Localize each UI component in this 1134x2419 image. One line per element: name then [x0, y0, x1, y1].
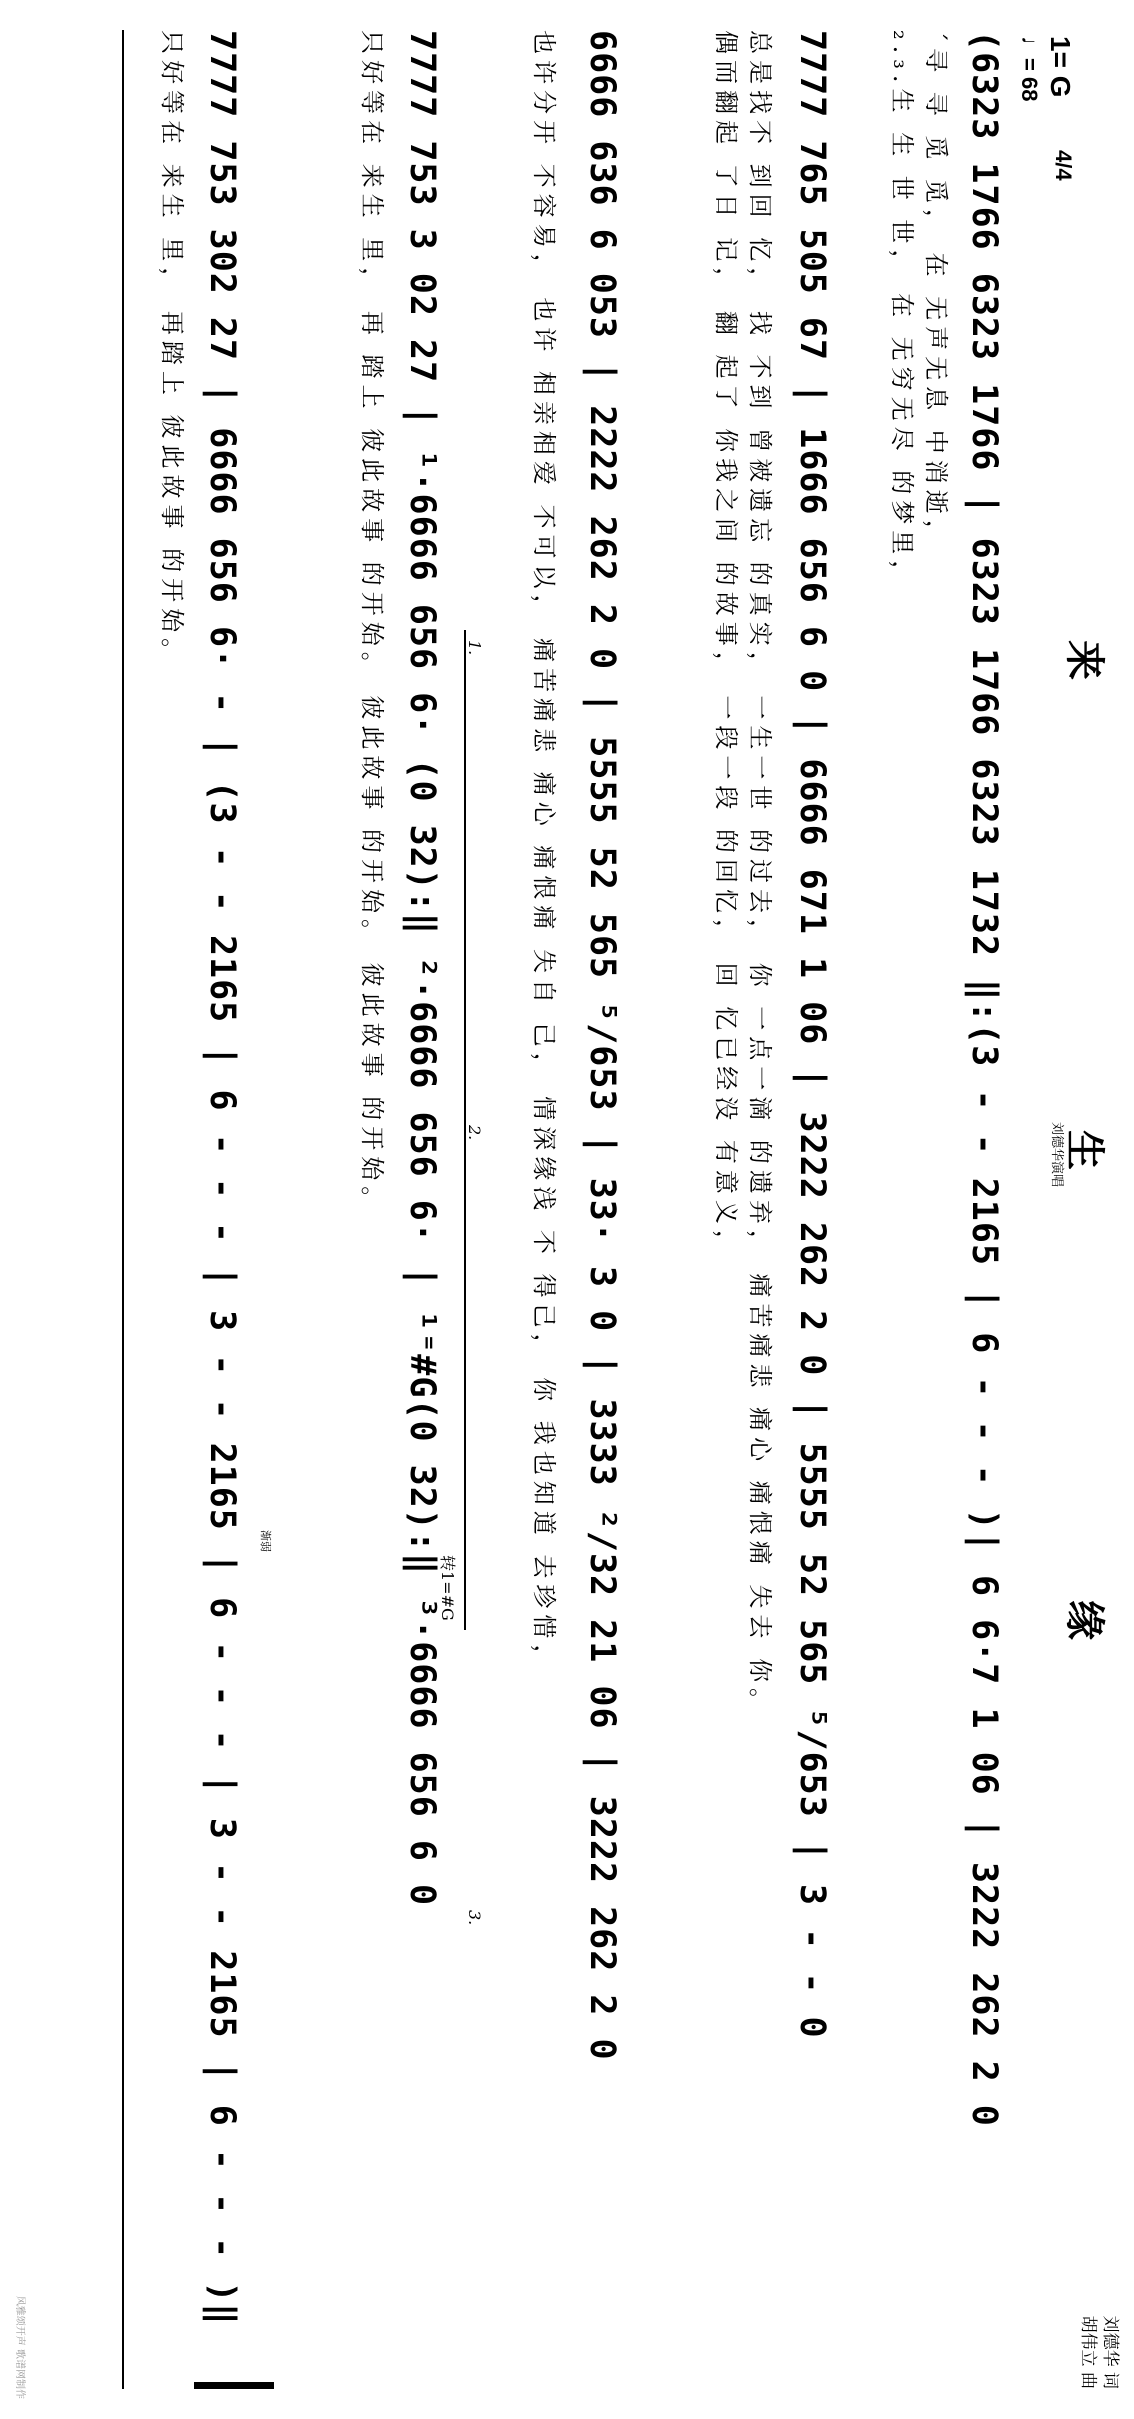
title-char-2: 生: [1061, 1130, 1108, 1170]
score-line-2-lyric-2: 偶而翻起 了日 记， 翻 起了 你我之间 的故事， 一段一段 的回忆， 回 忆已经没 有意义，: [712, 30, 740, 1260]
composer-credit: 胡伟立 曲: [1078, 2315, 1098, 2389]
score-line-3-lyric: 也许分开 不容易， 也许 相亲相爱 不可以， 痛苦痛悲 痛心 痛恨痛 失自 己， 情深缘浅 不 得己， 你 我也知道 去珍惜，: [530, 30, 558, 1675]
score-line-4-lyric: 只好等在 来生 里， 再 踏上 彼此故事 的开始。 彼此故事 的开始。 彼此故事 的开始。: [358, 30, 386, 1217]
score-line-1-lyric-1: ˊ寻 寻 觅 觅， 在 无声无息 中消逝，: [922, 30, 950, 550]
score-line-5-lyric: 只好等在 来生 里， 再踏上 彼此故事 的开始。: [158, 30, 186, 669]
title-char-1: 来: [1061, 640, 1108, 680]
lyricist-credit: 刘德华 词: [1100, 2315, 1120, 2389]
volta-bracket: [464, 630, 466, 1630]
singer-credit: 刘德华演唱: [1049, 1122, 1064, 1188]
title-char-3: 缘: [1061, 1600, 1108, 1640]
score-line-2-lyric-1: 总是找不 到回 忆， 找 不到 曾被遗忘 的真实， 一生一世 的过去， 你 一点一滴 的遗弃， 痛苦痛悲 痛心 痛恨痛 失去 你。: [746, 30, 774, 1719]
final-barline: [194, 2382, 274, 2389]
fade-label: 渐弱: [259, 1530, 272, 1552]
key-change-label: 转1=#G: [438, 1555, 457, 1621]
tempo-marking: ♩= 68: [1017, 36, 1042, 102]
volta-1-label: 1.: [465, 640, 484, 656]
score-line-5-notes: 7777 753 302 27 | 6666 656 6· - | (3 - - 2165 | 6 - - - | 3 - - 2165 | 6 - - - | 3 - - 2165 | 6 - - - )‖: [202, 30, 242, 2326]
score-line-1-lyric-2: ₂.₃.生 生 世 世， 在 无穷无尽 的梦里，: [888, 30, 916, 591]
score-line-1-notes: (6323 1766 6323 1766 | 6323 1766 6323 1732 ‖:(3 - - 2165 | 6 - - - )| 6 6·7 1 06 | 3222 262 2 0: [964, 30, 1004, 2127]
score-line-3-notes: 6666 636 6 053 | 2222 262 2 0 | 5555 52 565 ⁵∕653 | 33· 3 0 | 3333 ²∕32 21 06 | 3222 262 2 0: [582, 30, 622, 2061]
key-signature: 1= G: [1045, 36, 1076, 98]
volta-2-label: 2.: [465, 1125, 484, 1141]
bottom-rule: [122, 30, 124, 2389]
score-line-4-notes: 7777 753 3 02 27 | ¹·6666 656 6· (0 32):‖ ²·6666 656 6· | ¹⁼#G(0 32):‖ ³·6666 656 6 0: [402, 30, 442, 1907]
score-line-2-notes: 7777 765 505 67 | 1666 656 6 0 | 6666 671 1 06 | 3222 262 2 0 | 5555 52 565 ⁵∕653 | 3 - - 0: [792, 30, 832, 2039]
watermark: 风雅颂开声 歌谱网制作: [14, 2295, 25, 2399]
time-signature: 4/4: [1051, 150, 1076, 181]
volta-3-label: 3.: [465, 1910, 484, 1926]
